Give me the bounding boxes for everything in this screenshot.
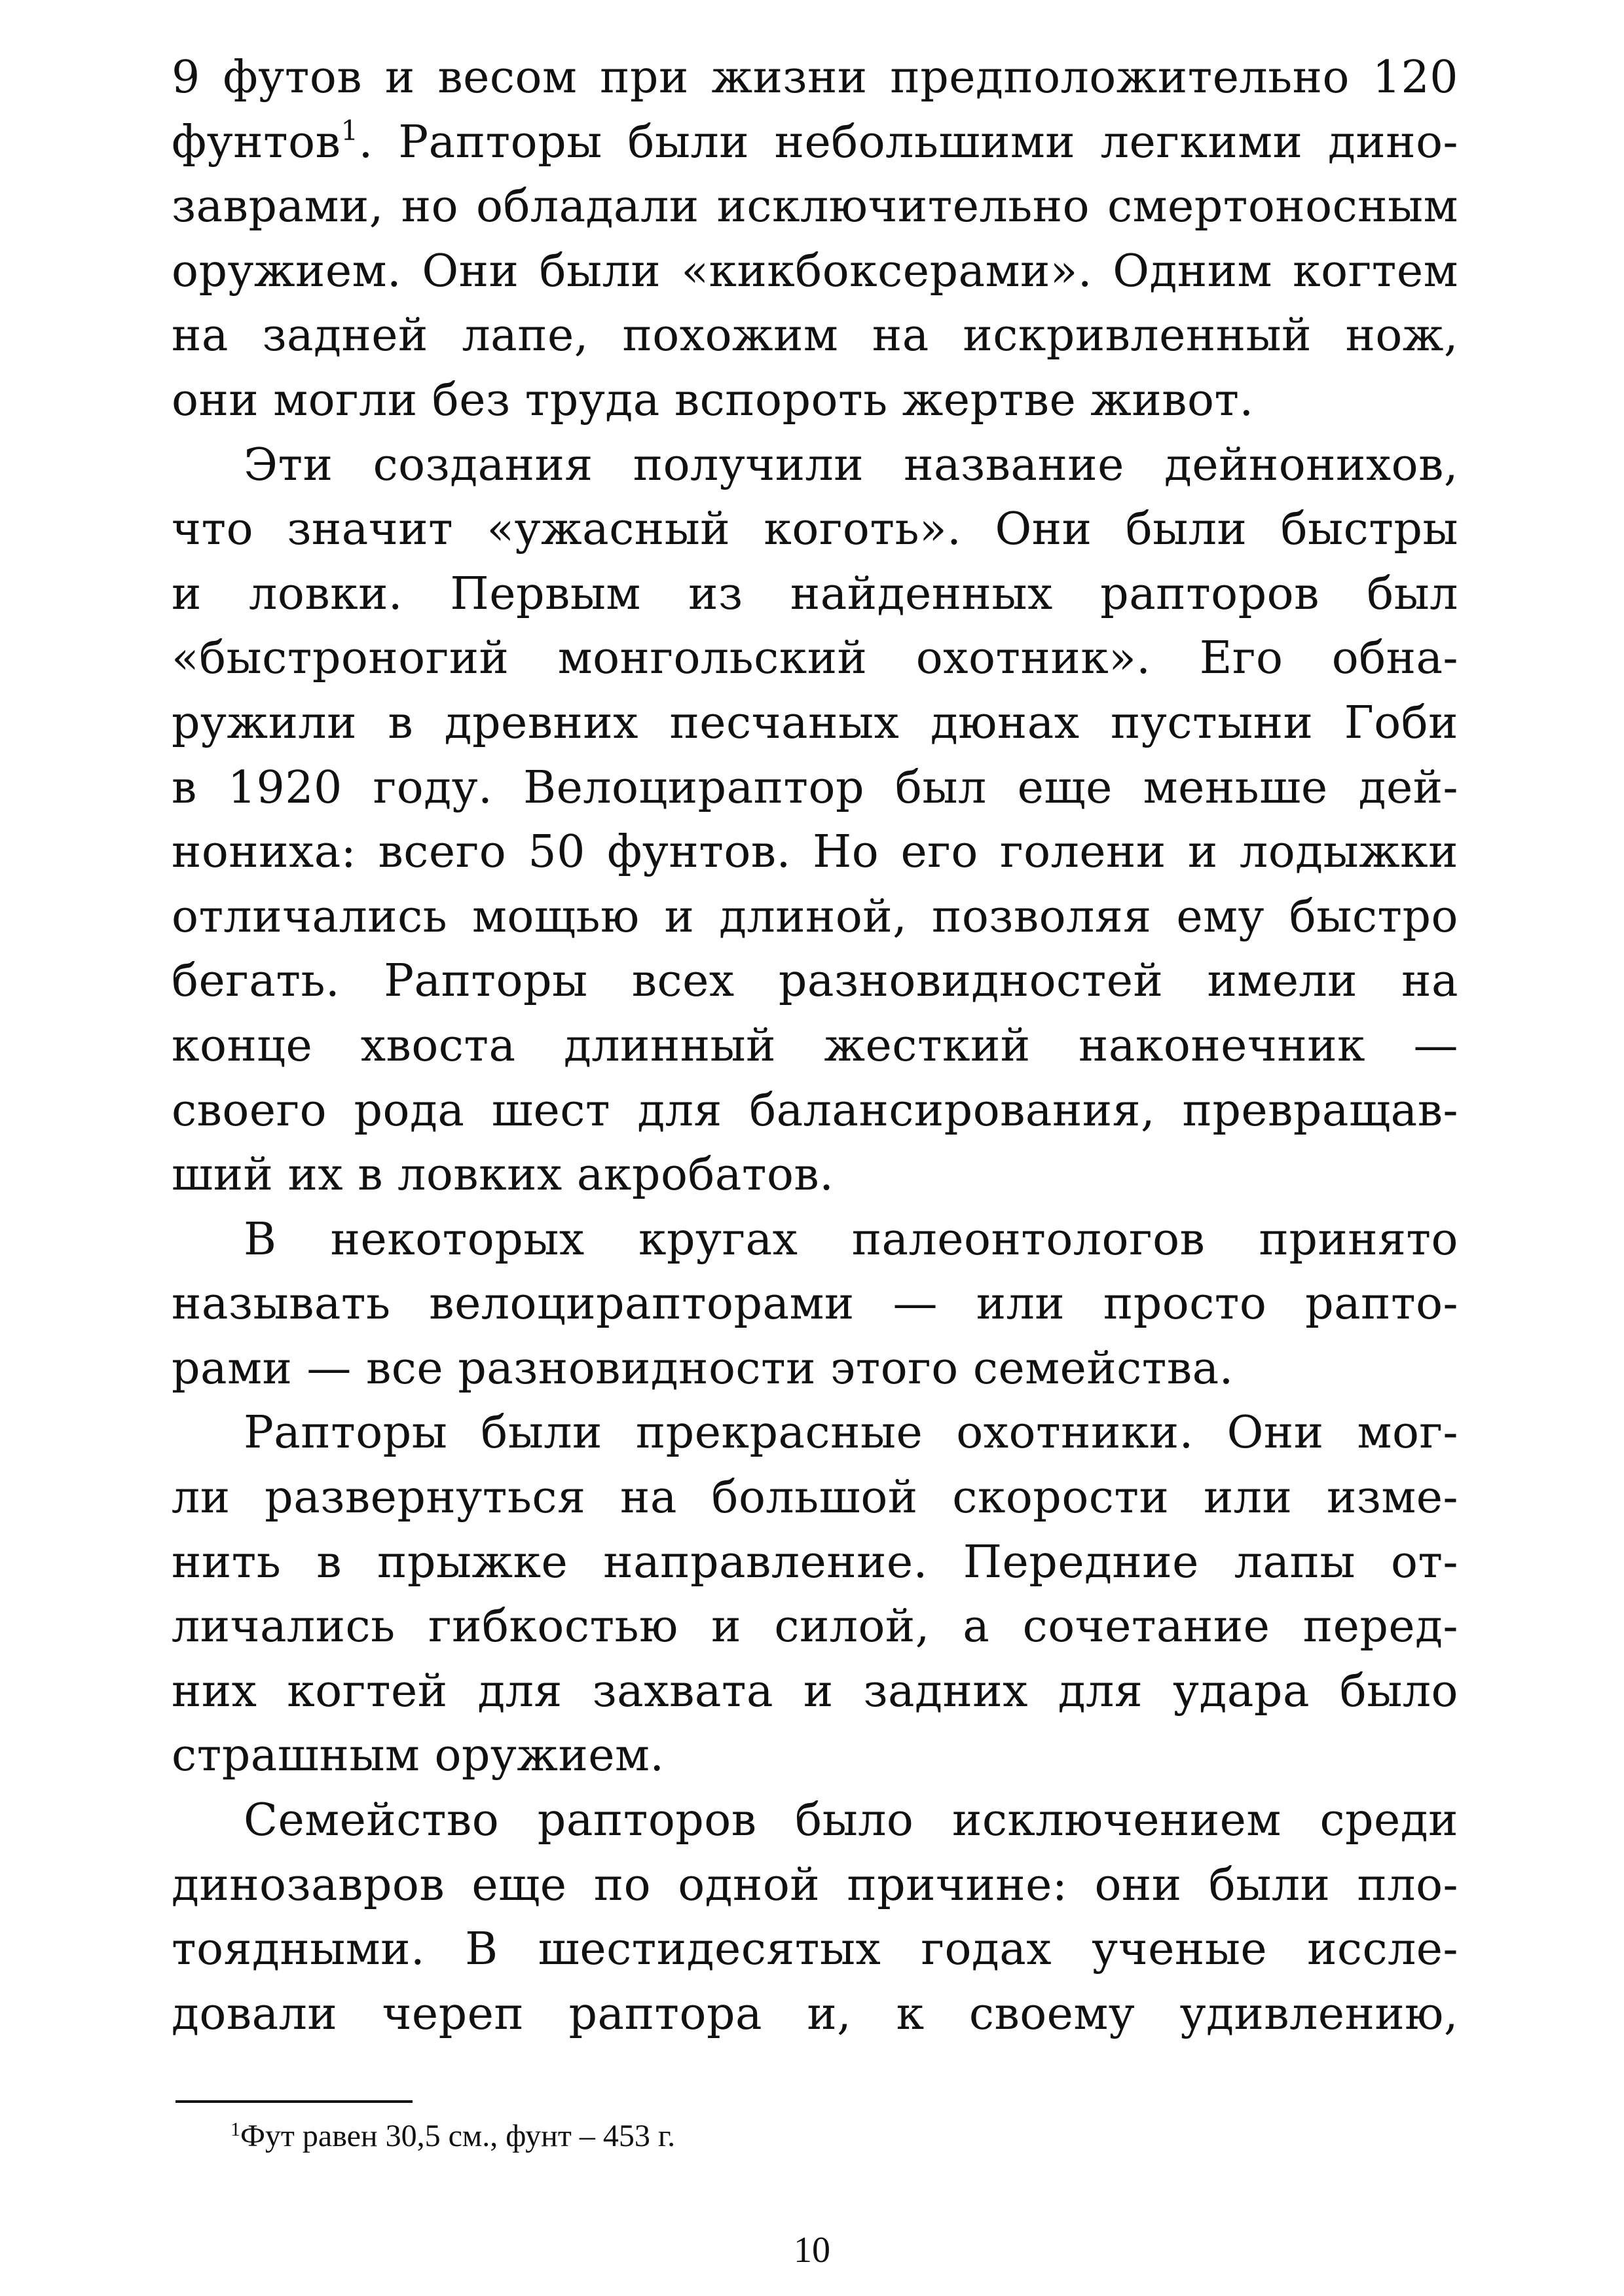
footnote-separator — [175, 2100, 413, 2103]
text-line — [172, 240, 1458, 304]
text-segment: 9 футов и весом при жизни предположительно 120 — [172, 52, 1458, 103]
text-segment: них когтей для захвата и задних для удара было — [172, 1665, 1458, 1717]
text-segment: отличались мощью и длиной, позволяя ему быстро — [172, 890, 1458, 943]
text-line — [172, 949, 1458, 1014]
text-segment: ружили в древних песчаных дюнах пустыни Гоби — [172, 697, 1458, 749]
text-segment: оружием. Они были «кикбоксерами». Одним когтем — [172, 245, 1458, 297]
text-line — [172, 1918, 1458, 1982]
text-line — [172, 1660, 1458, 1724]
footnote — [231, 2113, 675, 2159]
text-line — [172, 1982, 1458, 2047]
text-segment: Эти создания получили название дейнонихов, — [244, 439, 1458, 491]
text-segment: ли развернуться на большой скорости или изме- — [172, 1472, 1458, 1524]
text-line — [172, 1789, 1458, 1853]
text-segment: и ловки. Первым из найденных рапторов был — [172, 568, 1458, 620]
text-line — [172, 175, 1458, 240]
text-segment: личались гибкостью и силой, а сочетание перед- — [172, 1601, 1458, 1653]
text-line — [172, 562, 1458, 627]
text-segment: заврами, но обладали исключительно смертоносным — [172, 181, 1458, 233]
text-line — [172, 1531, 1458, 1595]
text-line — [172, 1853, 1458, 1918]
text-segment: Семейство рапторов было исключением среди — [244, 1795, 1458, 1847]
text-segment: в 1920 году. Велоцираптор был еще меньше дей- — [172, 761, 1458, 814]
text-segment: на задней лапе, похожим на искривленный нож, — [172, 310, 1458, 362]
text-line — [172, 498, 1458, 562]
text-line — [172, 1272, 1458, 1337]
text-segment: нить в прыжке направление. Передние лапы от- — [172, 1536, 1458, 1588]
text-segment: довали череп раптора и, к своему удивлению, — [172, 1988, 1458, 2040]
text-line — [172, 691, 1458, 756]
text-line — [172, 433, 1458, 498]
text-line — [172, 1079, 1458, 1144]
text-line — [172, 820, 1458, 885]
text-line — [172, 1466, 1458, 1531]
text-segment: тоядными. В шестидесятых годах ученые иссле- — [172, 1923, 1458, 1976]
text-segment: динозавров еще по одной причине: они были пло- — [172, 1859, 1458, 1911]
text-segment: . Рапторы были небольшими легкими дино- — [358, 116, 1458, 168]
footnote-marker: 1 — [231, 2119, 240, 2140]
text-segment: что значит «ужасный коготь». Они были быстры — [172, 503, 1458, 556]
text-line — [172, 304, 1458, 369]
text-segment: они могли без труда вспороть жертве живот. — [172, 374, 1254, 426]
text-line — [172, 1401, 1458, 1466]
text-segment: нониха: всего 50 фунтов. Но его голени и лодыжки — [172, 826, 1458, 879]
text-line — [172, 885, 1458, 950]
text-segment: конце хвоста длинный жесткий наконечник — — [172, 1019, 1458, 1072]
text-segment: рами — все разновидности этого семейства. — [172, 1342, 1234, 1394]
text-line — [172, 756, 1458, 821]
text-line — [172, 369, 1458, 433]
text-segment: Рапторы были прекрасные охотники. Они мог- — [244, 1407, 1458, 1459]
footnote-text: Фут равен 30,5 см., фунт – 453 г. — [240, 2119, 676, 2153]
text-segment: «быстроногий монгольский охотник». Его обна- — [172, 632, 1458, 685]
page-number: 10 — [794, 2230, 830, 2270]
text-line — [172, 627, 1458, 691]
text-segment: своего рода шест для балансирования, превращав- — [172, 1084, 1458, 1137]
text-line — [172, 1724, 1458, 1789]
text-segment: страшным оружием. — [172, 1730, 665, 1782]
text-segment: называть велоцирапторами — или просто рапто- — [172, 1278, 1458, 1330]
text-segment: бегать. Рапторы всех разновидностей имели на — [172, 955, 1458, 1008]
text-segment: В некоторых кругах палеонтологов принято — [244, 1213, 1458, 1266]
text-line — [172, 1143, 1458, 1208]
text-segment: фунтов — [172, 116, 341, 168]
body-text — [172, 46, 1458, 2047]
text-line — [172, 46, 1458, 111]
text-line — [172, 111, 1458, 175]
text-line — [172, 1014, 1458, 1079]
text-line — [172, 1595, 1458, 1660]
text-line — [172, 1337, 1458, 1402]
text-line — [172, 1208, 1458, 1273]
text-segment: ший их в ловких акробатов. — [172, 1149, 834, 1201]
footnote-reference: 1 — [341, 114, 359, 147]
